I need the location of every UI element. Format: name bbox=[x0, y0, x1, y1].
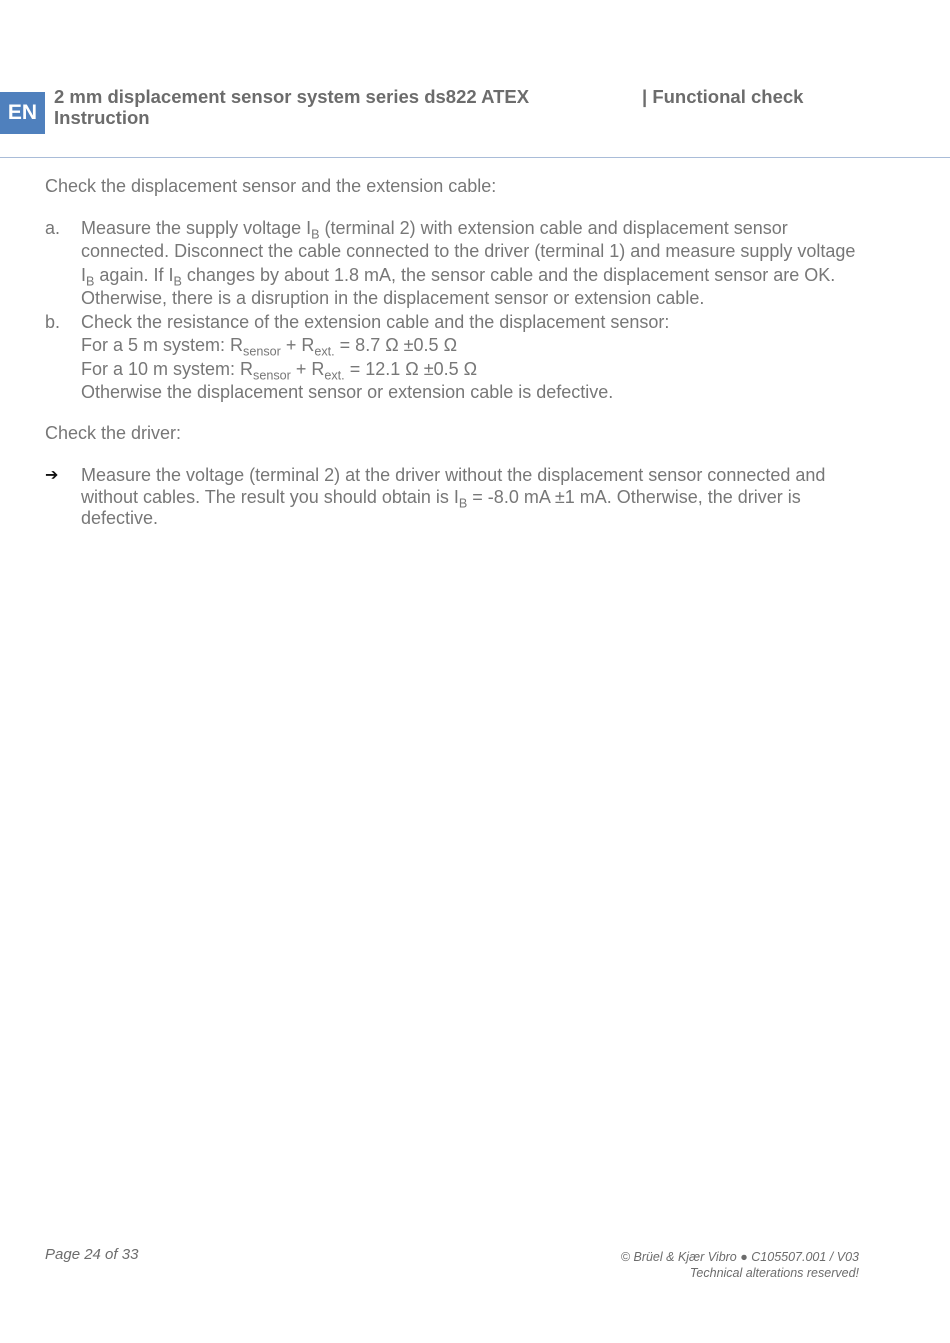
check-list bbox=[45, 217, 860, 405]
item-b-line3: For a 10 m system: $R_{sensor} + R_{ext.} = 12.1$ Ω ±0.5 Ω bbox=[81, 358, 478, 382]
copyright-line: © Brüel & Kjær Vibro ● C105507.001 / V03 bbox=[620, 1250, 859, 1264]
driver-check-step: ➔ Measure the voltage (terminal 2) at the driver without the displacement sensor connected and without cables. The result you should obtain is $I_B = -8.0$ mA ±1 mA. Otherwise, the driver is defective. bbox=[45, 465, 826, 528]
heading-sensor-check: Check the displacement sensor and the extension cable: bbox=[45, 176, 497, 196]
list-marker-b: b. bbox=[45, 311, 61, 332]
list-marker-a: a. bbox=[45, 217, 61, 238]
list-item-a bbox=[45, 217, 860, 311]
language-badge: EN bbox=[0, 92, 45, 134]
alterations-notice: Technical alterations reserved! bbox=[689, 1266, 859, 1280]
item-b-line1: Check the resistance of the extension cable and the displacement sensor: bbox=[81, 311, 670, 332]
footer-info bbox=[621, 1249, 859, 1281]
list-item-b bbox=[45, 311, 860, 405]
document-title-line1: 2 mm displacement sensor system series ds822 ATEX bbox=[54, 86, 530, 107]
arrow-right-icon: ➔ bbox=[45, 467, 59, 484]
item-b-line2: For a 5 m system: $R_{sensor} + R_{ext.} = 8.7$ Ω ±0.5 Ω bbox=[81, 335, 458, 359]
page-content bbox=[45, 175, 860, 530]
document-title-line2: Instruction bbox=[54, 107, 150, 128]
section-title: | Functional check bbox=[642, 86, 804, 107]
page-number: Page 24 of 33 bbox=[45, 1246, 139, 1263]
item-b-line4: Otherwise the displacement sensor or extension cable is defective. bbox=[81, 382, 614, 402]
document-title bbox=[54, 86, 614, 128]
item-a-text: Measure the supply voltage $I_B$ (terminal 2) with extension cable and displacement sensor connected. Disconnect the cable connected to the driver (terminal 1) and measure supply voltage $I_B$ again. If $I_B$ changes by about 1.8 mA, the sensor cable and the displacement sensor are OK. Otherwise, there is a disruption in the displacement sensor or extension cable. bbox=[81, 217, 856, 308]
header-divider bbox=[0, 157, 950, 158]
heading-driver-check: Check the driver: bbox=[45, 422, 182, 443]
